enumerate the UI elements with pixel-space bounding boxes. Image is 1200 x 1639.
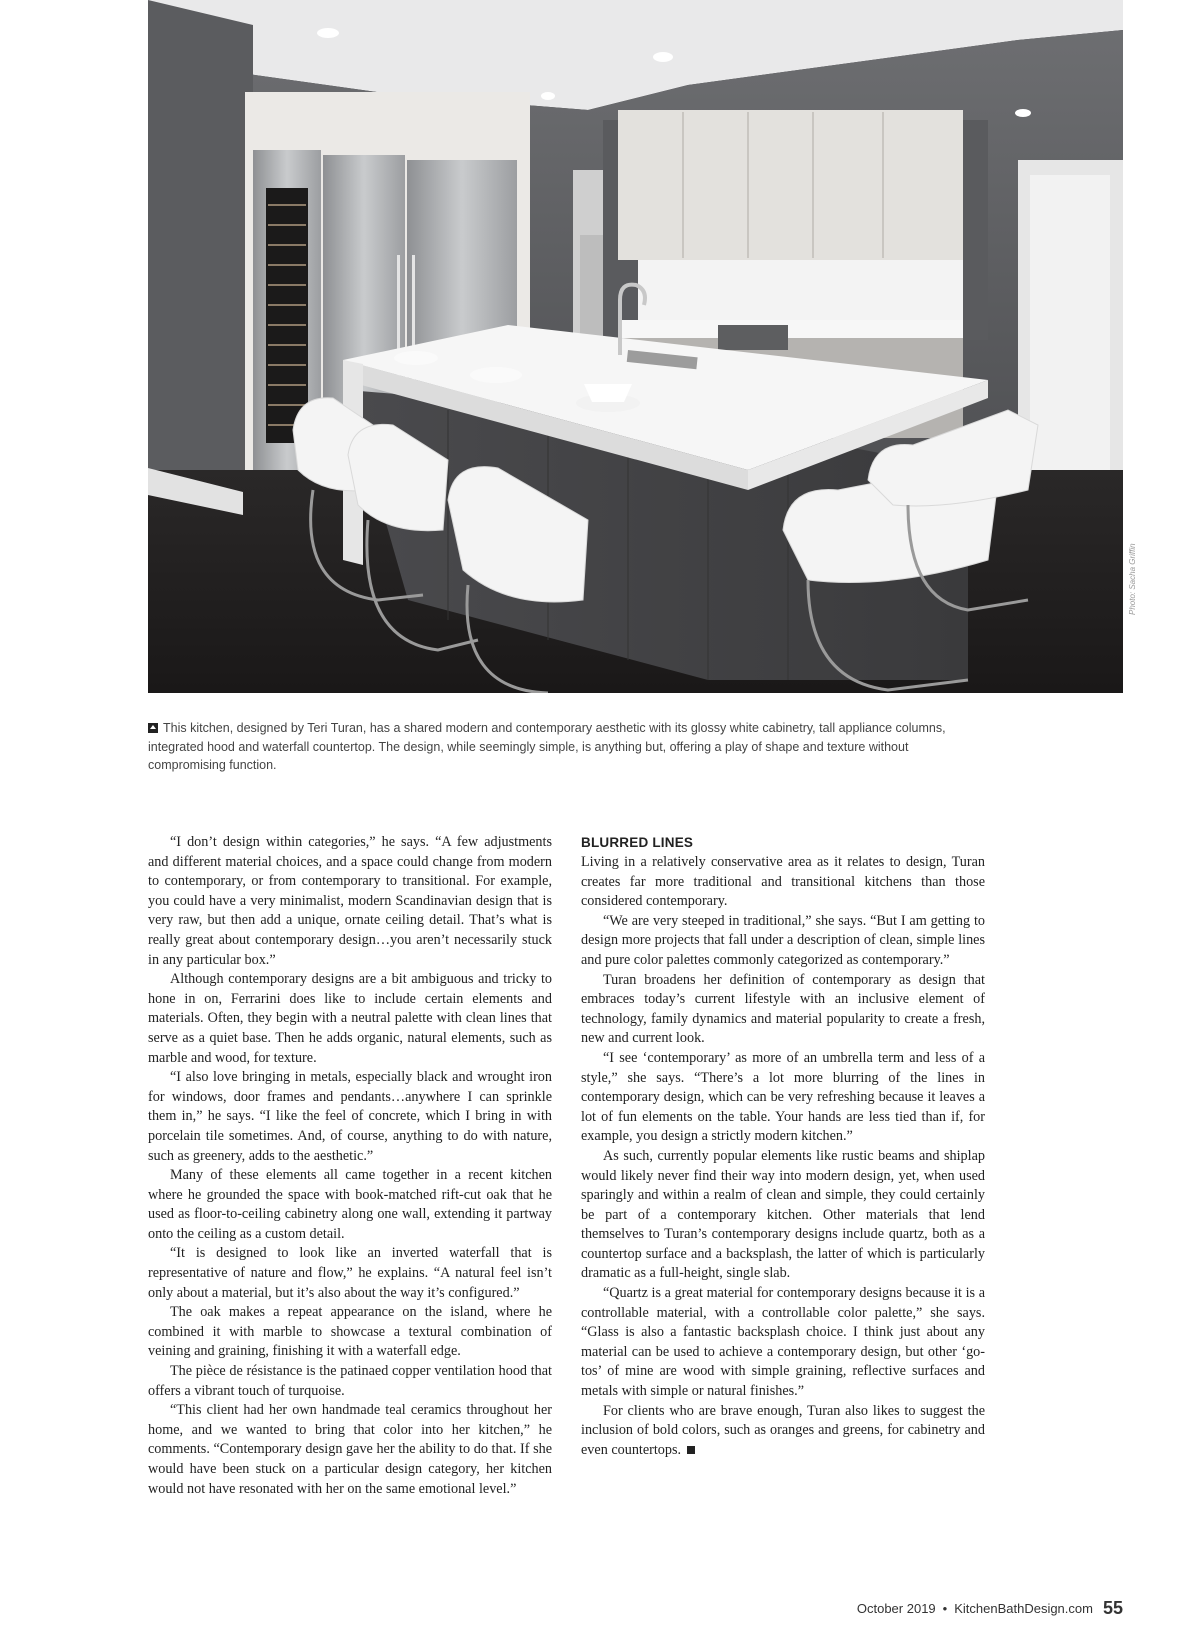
paragraph: Turan broadens her definition of contemporary as design that embraces today’s current lifestyle with an inclusive element of technology, family dynamics and material popularity to create a fresh, new and current look. [581,971,985,1047]
end-mark-icon [687,1446,695,1454]
paragraph: Many of these elements all came together in a recent kitchen where he grounded the space with book-matched rift-cut oak that he used as floor-to-ceiling cabinetry along one wall, extending it partway onto the ceiling as a custom detail. [148,1167,552,1242]
footer-separator: • [942,1601,948,1616]
photo-credit: Photo: Sacha Griffin [1128,543,1137,615]
caption-text: This kitchen, designed by Teri Turan, has a shared modern and contemporary aesthetic with its glossy white cabinetry, tall appliance columns, integrated hood and waterfall countertop. The design, while seemingly simple, is anything but, offering a play of shape and texture without compromising function. [148,721,946,772]
paragraph: “I also love bringing in metals, especially black and wrought iron for windows, door frames and pendants…anywhere I can sprinkle them in,” he says. “I like the feel of concrete, which I bring in with porcelain tile sometimes. And, of course, anything to do with nature, such as greenery, adds to the aesthetic.” [148,1069,552,1164]
section-heading: BLURRED LINES [581,835,694,850]
kitchen-photo [148,0,1123,693]
page-footer [857,1598,1123,1619]
arrow-up-icon [148,723,158,733]
paragraph-last [581,1402,985,1461]
paragraph: “Quartz is a great material for contemporary designs because it is a controllable material, with a controllable color palette,” she says. “Glass is also a fantastic backsplash choice. I think just about any material can be used to achieve a contemporary design, but other ‘go-tos’ of mine are wood with simple graining, reflective surfaces and metals with simple or natural finishes.” [581,1285,985,1400]
paragraph: “I don’t design within categories,” he says. “A few adjustments and different material choices, and a space could change from modern to contemporary, or from contemporary to transitional. For example, you could have a very minimalist, modern Scandinavian design that is very raw, but then add a unique, ornate ceiling detail. That’s what is really great about contemporary design…you aren’t necessarily stuck in any particular box.” [148,834,552,968]
paragraph: The pièce de résistance is the patinaed copper ventilation hood that offers a vibrant touch of turquoise. [148,1363,552,1399]
paragraph: “I see ‘contemporary’ as more of an umbrella term and less of a style,” she says. “There’s a lot more blurring of the lines in contemporary design, which can be very refreshing because it leaves a lot of fun elements on the table. Your hands are less tied than if, for example, you design a strictly modern kitchen.” [581,1049,985,1145]
paragraph: “It is designed to look like an inverted waterfall that is representative of nature and flow,” he explains. “A natural feel isn’t only about a material, but it’s also about the way it’s configured.” [148,1245,552,1301]
paragraph: The oak makes a repeat appearance on the island, where he combined it with marble to showcase a textural combination of veining and graining, finishing it with a waterfall edge. [148,1304,552,1360]
paragraph: Living in a relatively conservative area as it relates to design, Turan creates far more traditional and transitional kitchens than those considered contemporary. [581,854,985,910]
issue-date: October 2019 [856,1601,936,1616]
paragraph: Although contemporary designs are a bit ambiguous and tricky to hone in on, Ferrarini does like to include certain elements and materials. Often, they begin with a neutral palette with clean lines that serve as a quiet base. Then he adds organic, natural elements, such as marble and wood, for texture. [148,971,552,1066]
article-column-right [581,833,985,1460]
article-column-left [148,833,552,1499]
paragraph: “We are very steeped in traditional,” she says. “But I am getting to design more projects that fall under a description of clean, simple lines and pure color palettes commonly categorized as contemporary.” [581,912,985,968]
page-number: 55 [1102,1598,1123,1618]
paragraph-text: For clients who are brave enough, Turan also likes to suggest the inclusion of bold colors, such as oranges and greens, for cabinetry and even countertops. [581,1402,985,1458]
paragraph: As such, currently popular elements like rustic beams and shiplap would likely never find their way into modern design, yet, when used sparingly and within a realm of clean and simple, they could certainly be part of a contemporary kitchen. Other materials that lend themselves to Turan’s contemporary designs include quartz, both as a countertop surface and a backsplash, the latter of which is particularly dramatic as a full-height, single slab. [581,1147,985,1282]
website-name: KitchenBathDesign.com [954,1601,1093,1616]
paragraph: “This client had her own handmade teal ceramics throughout her home, and we wanted to bring that color into her kitchen,” he comments. “Contemporary design gave her the ability to do that. If she would have been stuck on a particular design category, her kitchen would not have resonated with her on the same emotional level.” [148,1402,552,1497]
photo-caption [148,719,948,775]
